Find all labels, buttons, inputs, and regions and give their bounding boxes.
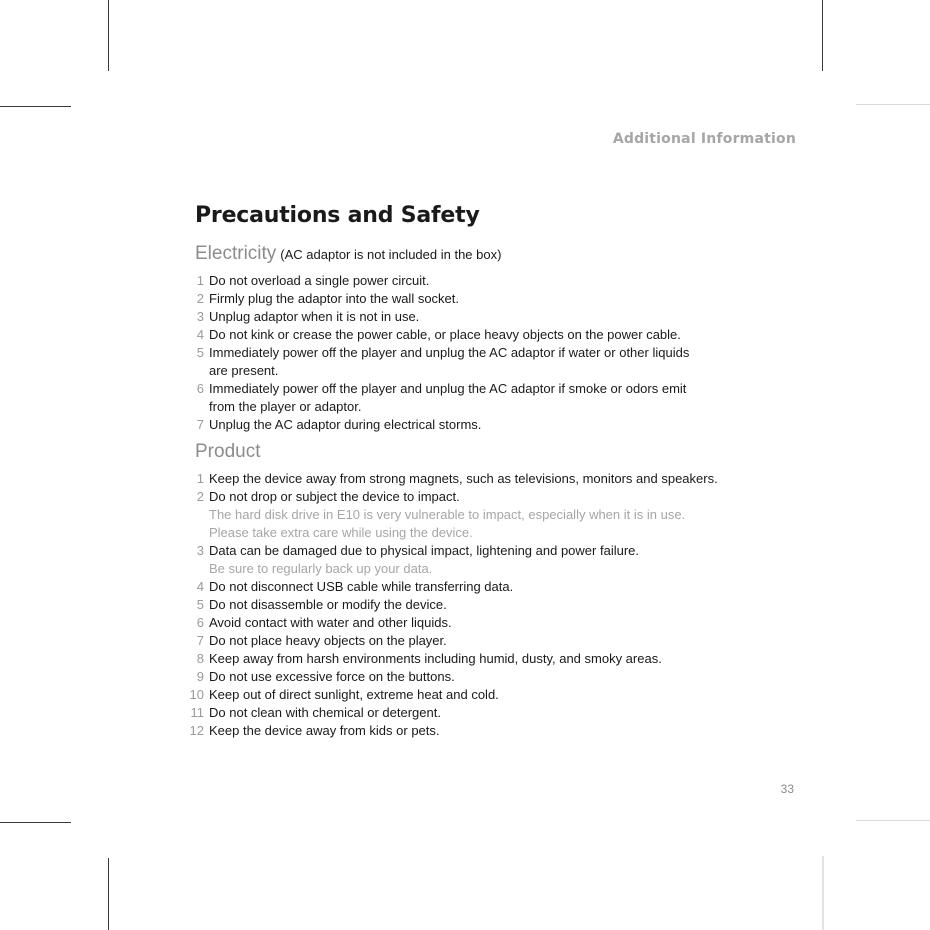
item-text: Keep out of direct sunlight, extreme heat and cold. <box>209 687 499 702</box>
item-number: 7 <box>196 417 204 432</box>
list-item <box>186 650 766 668</box>
product-heading-title: Product <box>195 441 261 462</box>
item-text: Do not drop or subject the device to impact. The hard disk drive in E10 is very vulnerable to impact, especially when it is in use. Please take extra care while using the device. <box>209 489 686 540</box>
item-subnote: Be sure to regularly back up your data. <box>209 561 433 576</box>
electricity-heading-note: (AC adaptor is not included in the box) <box>280 247 502 262</box>
item-number: 1 <box>196 471 204 486</box>
crop-mark-bottom-right <box>822 856 824 930</box>
page-title: Precautions and Safety <box>195 203 480 228</box>
product-list <box>186 470 766 740</box>
item-text: Immediately power off the player and unplug the AC adaptor if water or other liquids are present. <box>209 345 690 378</box>
item-number: 12 <box>189 723 204 738</box>
item-continuation: are present. <box>209 363 279 378</box>
page-number: 33 <box>780 782 794 796</box>
item-number: 9 <box>196 669 204 684</box>
running-header: Additional Information <box>612 131 796 147</box>
item-number: 10 <box>189 687 204 702</box>
item-text: Do not overload a single power circuit. <box>209 273 430 288</box>
item-text: Keep the device away from kids or pets. <box>209 723 440 738</box>
item-number: 11 <box>190 705 204 720</box>
list-item <box>186 290 766 308</box>
item-number: 4 <box>196 327 204 342</box>
item-number: 6 <box>196 381 204 396</box>
list-item <box>186 488 766 542</box>
list-item <box>186 542 766 578</box>
item-number: 5 <box>196 345 204 360</box>
electricity-section <box>186 242 766 434</box>
item-text: Do not use excessive force on the buttons. <box>209 669 455 684</box>
item-text: Do not disconnect USB cable while transferring data. <box>209 579 514 594</box>
item-text: Do not clean with chemical or detergent. <box>209 705 441 720</box>
list-item <box>186 308 766 326</box>
crop-mark-left-lower <box>0 822 71 823</box>
list-item <box>186 578 766 596</box>
list-item <box>186 614 766 632</box>
item-number: 3 <box>196 543 204 558</box>
item-text: Firmly plug the adaptor into the wall socket. <box>209 291 460 306</box>
item-text: Do not place heavy objects on the player. <box>209 633 447 648</box>
item-text: Data can be damaged due to physical impact, lightening and power failure. Be sure to regularly back up your data. <box>209 543 639 576</box>
electricity-list <box>186 272 766 434</box>
item-text: Do not disassemble or modify the device. <box>209 597 447 612</box>
crop-mark-right-upper <box>856 104 930 105</box>
crop-mark-bottom-left <box>108 858 109 930</box>
item-number: 7 <box>196 633 204 648</box>
crop-mark-right-lower <box>856 820 930 821</box>
list-item <box>186 704 766 722</box>
list-item <box>186 470 766 488</box>
list-item <box>186 380 766 416</box>
list-item <box>186 632 766 650</box>
list-item <box>186 686 766 704</box>
item-number: 4 <box>196 579 204 594</box>
item-number: 8 <box>196 651 204 666</box>
crop-mark-top-left <box>108 0 109 71</box>
electricity-heading-title: Electricity <box>195 243 277 264</box>
list-item <box>186 272 766 290</box>
list-item <box>186 416 766 434</box>
item-number: 1 <box>196 273 204 288</box>
item-number: 2 <box>196 291 204 306</box>
item-text: Unplug the AC adaptor during electrical storms. <box>209 417 482 432</box>
list-item <box>186 668 766 686</box>
item-text: Keep away from harsh environments including humid, dusty, and smoky areas. <box>209 651 662 666</box>
list-item <box>186 326 766 344</box>
item-number: 3 <box>196 309 204 324</box>
item-number: 2 <box>196 489 204 504</box>
item-text: Unplug adaptor when it is not in use. <box>209 309 420 324</box>
product-heading <box>195 440 766 465</box>
list-item <box>186 722 766 740</box>
item-subnote: The hard disk drive in E10 is very vulnerable to impact, especially when it is in use. <box>209 507 686 522</box>
item-subnote: Please take extra care while using the device. <box>209 525 473 540</box>
item-text: Avoid contact with water and other liquids. <box>209 615 452 630</box>
item-text: Immediately power off the player and unplug the AC adaptor if smoke or odors emit from the player or adaptor. <box>209 381 687 414</box>
item-text: Do not kink or crease the power cable, or place heavy objects on the power cable. <box>209 327 681 342</box>
item-number: 5 <box>196 597 204 612</box>
list-item <box>186 596 766 614</box>
product-section <box>186 440 766 740</box>
crop-mark-left-upper <box>0 106 71 107</box>
item-continuation: from the player or adaptor. <box>209 399 362 414</box>
item-number: 6 <box>196 615 204 630</box>
item-text: Keep the device away from strong magnets, such as televisions, monitors and speakers. <box>209 471 718 486</box>
crop-mark-top-right <box>822 0 823 71</box>
electricity-heading <box>195 242 766 267</box>
list-item <box>186 344 766 380</box>
